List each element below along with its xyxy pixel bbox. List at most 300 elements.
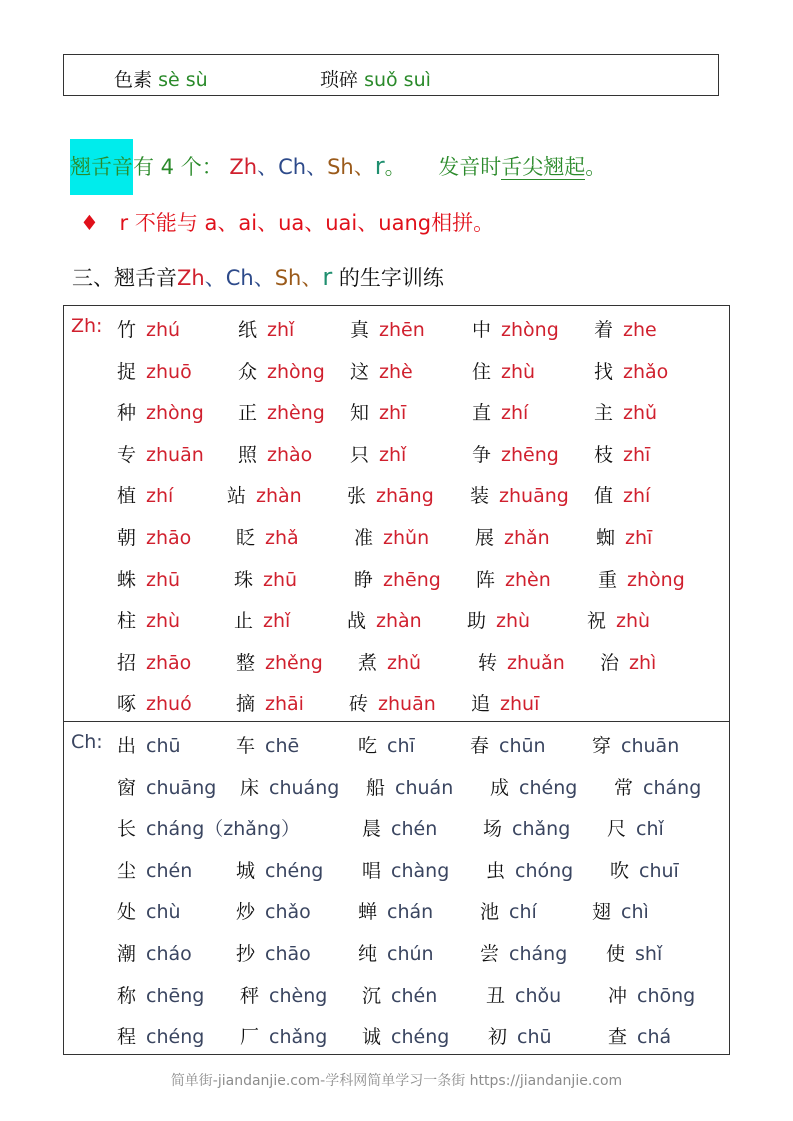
word-entry: [117, 773, 216, 800]
hanzi: 只: [350, 443, 370, 466]
word-entry: [606, 939, 662, 966]
pinyin: cháo: [146, 943, 192, 965]
pinyin: chì: [621, 901, 649, 924]
pinyin: chuán: [395, 776, 454, 799]
diamond-bullet-icon: ♦: [80, 211, 99, 235]
pinyin: chèng: [269, 984, 328, 1007]
pinyin: zhāo: [146, 527, 192, 549]
hanzi: 程: [117, 1026, 137, 1049]
pinyin: chí: [509, 901, 537, 924]
pinyin: chéng: [265, 859, 324, 882]
pinyin: chén: [391, 984, 438, 1007]
hanzi: 常: [614, 776, 634, 799]
pinyin: zhuǎn: [507, 651, 565, 674]
pinyin: suǒ suì: [364, 69, 431, 91]
separator: 、: [353, 155, 375, 179]
word-entry: [598, 565, 685, 592]
pinyin: chán: [387, 901, 434, 924]
tip-prefix: 发音时: [438, 155, 502, 179]
title-prefix: 三、翘舌音: [72, 266, 177, 290]
pinyin: chá: [637, 1026, 672, 1049]
pinyin: cháng: [509, 943, 568, 965]
pinyin: chuī: [639, 859, 679, 882]
hanzi: 尺: [607, 818, 627, 841]
word-entry: [362, 814, 437, 841]
tip-underlined: 舌尖翘起: [501, 155, 586, 179]
hanzi: 翅: [592, 901, 612, 924]
pinyin: zhǔ: [623, 402, 658, 425]
hanzi: 这: [350, 360, 370, 383]
hanzi: 值: [594, 485, 614, 508]
pinyin: zhòng: [146, 402, 204, 425]
pinyin: chū: [146, 735, 181, 757]
word-entry: [607, 814, 664, 841]
hanzi: 池: [480, 901, 500, 924]
hanzi: 祝: [587, 610, 607, 633]
hanzi: 助: [467, 610, 487, 633]
pinyin: zhè: [379, 360, 413, 383]
hanzi: 琐碎: [320, 69, 359, 91]
word-entry: [467, 606, 530, 633]
letter-sh: Sh: [327, 155, 354, 179]
word-entry: [117, 523, 191, 550]
ch-section-label: Ch:: [71, 731, 103, 753]
pinyin: chuān: [621, 735, 680, 757]
word-entry: [600, 648, 656, 675]
pinyin: chéng: [391, 1026, 450, 1049]
hanzi: 睁: [354, 568, 374, 591]
hanzi: 众: [238, 360, 258, 383]
hanzi: 纸: [238, 319, 258, 341]
word-entry: [480, 897, 537, 924]
hanzi: 诚: [362, 1026, 382, 1049]
hanzi: 场: [483, 818, 503, 841]
pinyin: chàng: [391, 859, 450, 882]
pinyin: zhī: [625, 527, 653, 549]
letter-ch: Ch: [225, 266, 254, 290]
hanzi: 战: [347, 610, 367, 633]
hanzi: 朝: [117, 527, 137, 549]
top-word-box: [63, 54, 719, 96]
separator: 、: [301, 266, 323, 290]
word-entry: [117, 939, 192, 966]
pinyin: chóng: [515, 859, 574, 882]
hanzi: 煮: [358, 651, 378, 674]
title-suffix: 的生字训练: [332, 266, 444, 290]
pinyin: zhuó: [146, 693, 192, 716]
word-entry: [475, 523, 550, 550]
pinyin: zhào: [267, 443, 313, 466]
word-entry: [236, 939, 311, 966]
word-entry: [472, 398, 528, 425]
pinyin: chǒu: [515, 984, 562, 1007]
pinyin: zhòng: [267, 360, 325, 383]
word-entry: [470, 481, 569, 508]
word-entry: [592, 897, 649, 924]
hanzi: 穿: [592, 735, 612, 757]
pinyin: chǎng: [512, 818, 571, 841]
hanzi: 站: [227, 485, 247, 508]
hanzi: 虫: [486, 859, 506, 882]
hanzi: 展: [475, 527, 495, 549]
pinyin: cháng: [643, 776, 702, 799]
word-entry: [117, 606, 180, 633]
word-entry: [472, 357, 535, 384]
hanzi: 照: [238, 443, 258, 466]
pinyin: zhǎn: [504, 527, 550, 549]
pinyin: zhēn: [379, 319, 425, 341]
letter-sh: Sh: [274, 266, 302, 290]
hanzi: 潮: [117, 943, 137, 965]
pinyin: chǎng: [269, 1026, 328, 1049]
hanzi: 柱: [117, 610, 137, 633]
pinyin: zhù: [146, 610, 181, 633]
pinyin: sè sù: [158, 69, 208, 91]
hanzi: 床: [240, 776, 260, 799]
intro-line: [70, 139, 606, 191]
pinyin: zhù: [496, 610, 531, 633]
word-entry: [480, 939, 567, 966]
pinyin: zhuāng: [499, 485, 569, 508]
note-line: [80, 207, 494, 237]
pinyin: chē: [265, 735, 300, 757]
hanzi: 成: [490, 776, 510, 799]
pinyin: zhēng: [501, 443, 559, 466]
hanzi: 争: [472, 443, 492, 466]
pinyin: chī: [387, 735, 415, 757]
word-entry: [117, 440, 204, 467]
hanzi: 车: [236, 735, 256, 757]
pinyin: zhú: [146, 319, 181, 341]
word-entry: [483, 814, 570, 841]
word-entry: [238, 357, 325, 384]
word-entry: [117, 315, 180, 342]
hanzi: 炒: [236, 901, 256, 924]
hanzi: 窗: [117, 776, 137, 799]
word-entry: [347, 606, 422, 633]
pinyin: zhī: [379, 402, 407, 425]
word-entry: [490, 773, 577, 800]
hanzi: 尘: [117, 859, 137, 882]
hanzi: 查: [608, 1026, 628, 1049]
word-entry: [117, 565, 180, 592]
hanzi: 城: [236, 859, 256, 882]
hanzi: 直: [472, 402, 492, 425]
hanzi: 春: [470, 735, 490, 757]
word-entry: [354, 565, 441, 592]
hanzi: 吹: [610, 859, 630, 882]
hanzi: 蜘: [596, 527, 616, 549]
word-entry: [594, 315, 657, 342]
hanzi: 专: [117, 443, 137, 466]
separator: 、: [253, 266, 275, 290]
letter-zh: Zh: [177, 266, 205, 290]
pinyin: chén: [146, 859, 193, 882]
pinyin: zhuī: [500, 693, 540, 716]
pinyin: chāo: [265, 943, 311, 965]
pinyin: chù: [146, 901, 181, 924]
word-entry: [238, 440, 312, 467]
word-entry: [362, 981, 437, 1008]
hanzi: 知: [350, 402, 370, 425]
word-entry: [478, 648, 565, 675]
word-entry: [354, 523, 429, 550]
pinyin: zhì: [629, 651, 657, 674]
pinyin: chōng: [637, 984, 696, 1007]
hanzi: 抄: [236, 943, 256, 965]
hanzi: 啄: [117, 693, 137, 716]
hanzi: 重: [598, 568, 618, 591]
hanzi: 种: [117, 402, 137, 425]
word-entry: [587, 606, 650, 633]
pinyin: zhèng: [267, 402, 325, 425]
pinyin: zhǐ: [379, 443, 407, 466]
footer-text: 简单街-jiandanjie.com-学科网简单学习一条街 https://jiandanjie.com: [170, 1073, 623, 1089]
hanzi: 转: [478, 651, 498, 674]
word-entry: [608, 981, 695, 1008]
pinyin: zhuān: [378, 693, 436, 716]
word-entry: [236, 648, 323, 675]
word-entry: [117, 981, 204, 1008]
hanzi: 初: [488, 1026, 508, 1049]
pinyin: zhù: [616, 610, 651, 633]
pinyin: zhǐ: [263, 610, 291, 633]
hanzi: 蛛: [117, 568, 137, 591]
letter-ch: Ch: [278, 155, 307, 179]
hanzi: 准: [354, 527, 374, 549]
word-entry: [594, 357, 668, 384]
hanzi: 整: [236, 651, 256, 674]
hanzi: 丑: [486, 984, 506, 1007]
pinyin: zhū: [263, 568, 298, 591]
pinyin: zhù: [501, 360, 536, 383]
word-entry: [117, 481, 173, 508]
word-entry: [238, 398, 325, 425]
pinyin: shǐ: [635, 943, 663, 965]
hanzi: 珠: [234, 568, 254, 591]
pinyin: zhāng: [376, 485, 434, 508]
pinyin: zhuō: [146, 360, 192, 383]
zh-section-label: Zh:: [71, 315, 103, 337]
word-entry: [350, 440, 406, 467]
word-entry: [358, 939, 434, 966]
word-entry: [350, 315, 425, 342]
word-entry: [236, 689, 304, 716]
separator: 、: [204, 266, 226, 290]
letter-r: r: [374, 152, 385, 180]
pinyin: chén: [391, 818, 438, 841]
hanzi: 枝: [594, 443, 614, 466]
word-entry: [227, 481, 302, 508]
word-entry: [240, 981, 327, 1008]
hanzi: 使: [606, 943, 626, 965]
pinyin: zhàn: [376, 610, 422, 633]
word-entry: [472, 440, 559, 467]
pinyin: zhèn: [505, 568, 551, 591]
hanzi: 装: [470, 485, 490, 508]
separator: 、: [257, 155, 279, 179]
pinyin: chéng: [146, 1026, 205, 1049]
hanzi: 着: [594, 319, 614, 341]
word-entry: [358, 731, 415, 758]
pinyin: chuáng: [269, 776, 340, 799]
pinyin: zhǎo: [623, 360, 669, 383]
hanzi: 处: [117, 901, 137, 924]
pinyin: chūn: [499, 735, 546, 757]
hanzi: 秤: [240, 984, 260, 1007]
hanzi: 住: [472, 360, 492, 383]
word-entry: [238, 315, 294, 342]
hanzi: 沉: [362, 984, 382, 1007]
section-divider: [63, 721, 730, 722]
word-entry: [476, 565, 551, 592]
word-entry: [117, 814, 300, 841]
pinyin: zhòng: [501, 319, 559, 341]
pinyin: zhī: [623, 443, 651, 466]
word-entry: [470, 731, 546, 758]
pinyin: zhàn: [256, 485, 302, 508]
pinyin: chéng: [519, 776, 578, 799]
hanzi: 止: [234, 610, 254, 633]
pinyin: zhí: [146, 485, 174, 508]
word-entry: [358, 648, 421, 675]
pinyin: zhū: [146, 568, 181, 591]
word-entry: [488, 1022, 552, 1049]
hanzi: 称: [117, 984, 137, 1007]
word-entry: [362, 856, 449, 883]
pinyin: zhe: [623, 319, 657, 341]
word-entry: [610, 856, 679, 883]
word-entry: [594, 440, 650, 467]
word-entry: [358, 897, 433, 924]
word-item: [114, 65, 208, 92]
word-entry: [472, 315, 559, 342]
hanzi: 竹: [117, 319, 137, 341]
word-entry: [117, 648, 191, 675]
word-entry: [614, 773, 701, 800]
word-item: [320, 65, 431, 92]
pinyin: zhāo: [146, 651, 192, 674]
hanzi: 蝉: [358, 901, 378, 924]
separator: 、: [306, 155, 328, 179]
word-entry: [350, 357, 413, 384]
pinyin: chǎo: [265, 901, 311, 924]
hanzi: 张: [347, 485, 367, 508]
tip-end: 。: [585, 155, 607, 179]
pinyin: cháng（zhǎng）: [146, 818, 301, 841]
pinyin: chuāng: [146, 776, 217, 799]
pinyin: zhǔ: [387, 651, 422, 674]
section-title: [72, 262, 444, 292]
hanzi: 砖: [349, 693, 369, 716]
pinyin: zhǔn: [383, 527, 430, 549]
pinyin: zhēng: [383, 568, 441, 591]
word-entry: [608, 1022, 671, 1049]
letter-r: r: [322, 263, 333, 291]
word-entry: [236, 523, 299, 550]
period: 。: [384, 155, 406, 179]
note-text: r 不能与 a、ai、ua、uai、uang相拼。: [119, 211, 495, 235]
word-entry: [596, 523, 652, 550]
word-entry: [117, 357, 192, 384]
hanzi: 招: [117, 651, 137, 674]
hanzi: 真: [350, 319, 370, 341]
word-entry: [234, 565, 297, 592]
word-entry: [594, 481, 650, 508]
pinyin: zhāi: [265, 693, 304, 716]
word-entry: [592, 731, 679, 758]
hanzi: 正: [238, 402, 258, 425]
word-entry: [117, 398, 204, 425]
hanzi: 中: [472, 319, 492, 341]
word-entry: [117, 897, 181, 924]
word-entry: [366, 773, 453, 800]
word-entry: [236, 856, 323, 883]
hanzi: 船: [366, 776, 386, 799]
pinyin: zhuān: [146, 443, 204, 466]
pinyin: chún: [387, 943, 434, 965]
word-entry: [117, 856, 192, 883]
count-text: 有 4 个：: [133, 155, 223, 179]
hanzi: 冲: [608, 984, 628, 1007]
hanzi: 尝: [480, 943, 500, 965]
pinyin: zhí: [501, 402, 529, 425]
pinyin: zhǐ: [267, 319, 295, 341]
word-entry: [236, 731, 299, 758]
hanzi: 眨: [236, 527, 256, 549]
word-entry: [347, 481, 434, 508]
pinyin: zhí: [623, 485, 651, 508]
hanzi: 晨: [362, 818, 382, 841]
pinyin: zhěng: [265, 651, 323, 674]
hanzi: 唱: [362, 859, 382, 882]
hanzi: 治: [600, 651, 620, 674]
hanzi: 植: [117, 485, 137, 508]
pinyin: zhòng: [627, 568, 685, 591]
pinyin: chǐ: [636, 818, 664, 841]
word-entry: [350, 398, 406, 425]
word-entry: [240, 773, 339, 800]
word-entry: [117, 1022, 204, 1049]
hanzi: 色素: [114, 69, 153, 91]
hanzi: 摘: [236, 693, 256, 716]
word-entry: [486, 981, 561, 1008]
word-entry: [486, 856, 573, 883]
hanzi: 长: [117, 818, 137, 841]
word-entry: [234, 606, 290, 633]
word-entry: [117, 689, 192, 716]
hanzi: 捉: [117, 360, 137, 383]
hanzi: 厂: [240, 1026, 260, 1049]
pinyin: chū: [517, 1026, 552, 1049]
pinyin: chēng: [146, 984, 205, 1007]
hanzi: 出: [117, 735, 137, 757]
letter-zh: Zh: [229, 155, 258, 179]
hanzi: 追: [471, 693, 491, 716]
hanzi: 吃: [358, 735, 378, 757]
word-entry: [240, 1022, 327, 1049]
hanzi: 找: [594, 360, 614, 383]
word-entry: [362, 1022, 449, 1049]
word-entry: [236, 897, 311, 924]
word-entry: [471, 689, 539, 716]
highlighted-term: 翘舌音: [70, 139, 133, 195]
pinyin: zhǎ: [265, 527, 299, 549]
hanzi: 阵: [476, 568, 496, 591]
word-entry: [117, 731, 181, 758]
hanzi: 主: [594, 402, 614, 425]
word-entry: [349, 689, 436, 716]
